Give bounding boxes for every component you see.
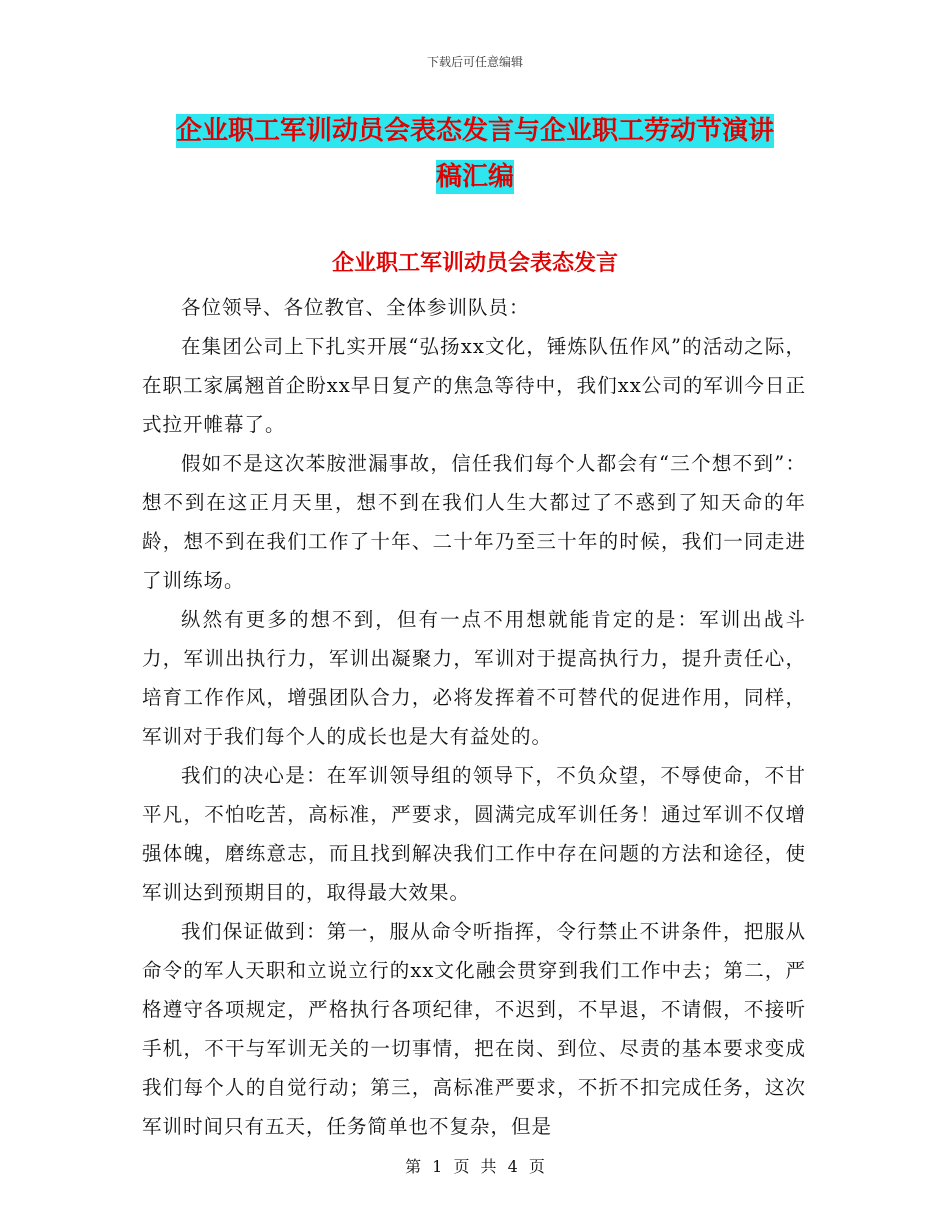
document-title-line-1: 企业职工军训动员会表态发言与企业职工劳动节演讲 [175,116,774,146]
body-paragraph: 我们的决心是：在军训领导组的领导下，不负众望，不辱使命，不甘平凡，不怕吃苦，高标准，严要求，圆满完成军训任务！通过军训不仅增强体魄，磨练意志，而且找到解决我们工作中存在问题的方法和途径，使军训达到预期目的，取得最大效果。 [142,764,806,904]
salutation-paragraph: 各位领导、各位教官、全体参训队员： [181,296,530,319]
body-paragraph: 在集团公司上下扎实开展“弘扬xx文化，锤炼队伍作风”的活动之际，在职工家属翘首企盼xx早日复产的焦急等待中，我们xx公司的军训今日正式拉开帷幕了。 [142,335,806,436]
header-note: 下载后可任意编辑 [426,55,523,69]
body-paragraph: 假如不是这次苯胺泄漏事故，信任我们每个人都会有“三个想不到”：想不到在这正月天里，想不到在我们人生大都过了不惑到了知天命的年龄，想不到在我们工作了十年、二十年乃至三十年的时候，我们一同走进了训练场。 [142,452,806,592]
document-title [140,108,810,200]
body-paragraph: 我们保证做到：第一，服从命令听指挥，令行禁止不讲条件，把服从命令的军人天职和立说立行的xx文化融会贯穿到我们工作中去；第二，严格遵守各项规定，严格执行各项纪律，不迟到，不早退，不请假，不接听手机，不干与军训无关的一切事情，把在岗、到位、尽责的基本要求变成我们每个人的自觉行动；第三，高标准严要求，不折不扣完成任务，这次军训时间只有五天，任务简单也不复杂，但是 [142,920,806,1138]
body-text [142,288,806,1146]
body-paragraph: 纵然有更多的想不到，但有一点不用想就能肯定的是：军训出战斗力，军训出执行力，军训出凝聚力，军训对于提高执行力，提升责任心，培育工作作风，增强团队合力，必将发挥着不可替代的促进作用，同样，军训对于我们每个人的成长也是大有益处的。 [142,608,806,748]
page-footer: 第 1 页 共 4 页 [405,1157,545,1176]
section-title: 企业职工军训动员会表态发言 [331,250,618,276]
document-title-line-2: 稿汇编 [435,162,514,192]
